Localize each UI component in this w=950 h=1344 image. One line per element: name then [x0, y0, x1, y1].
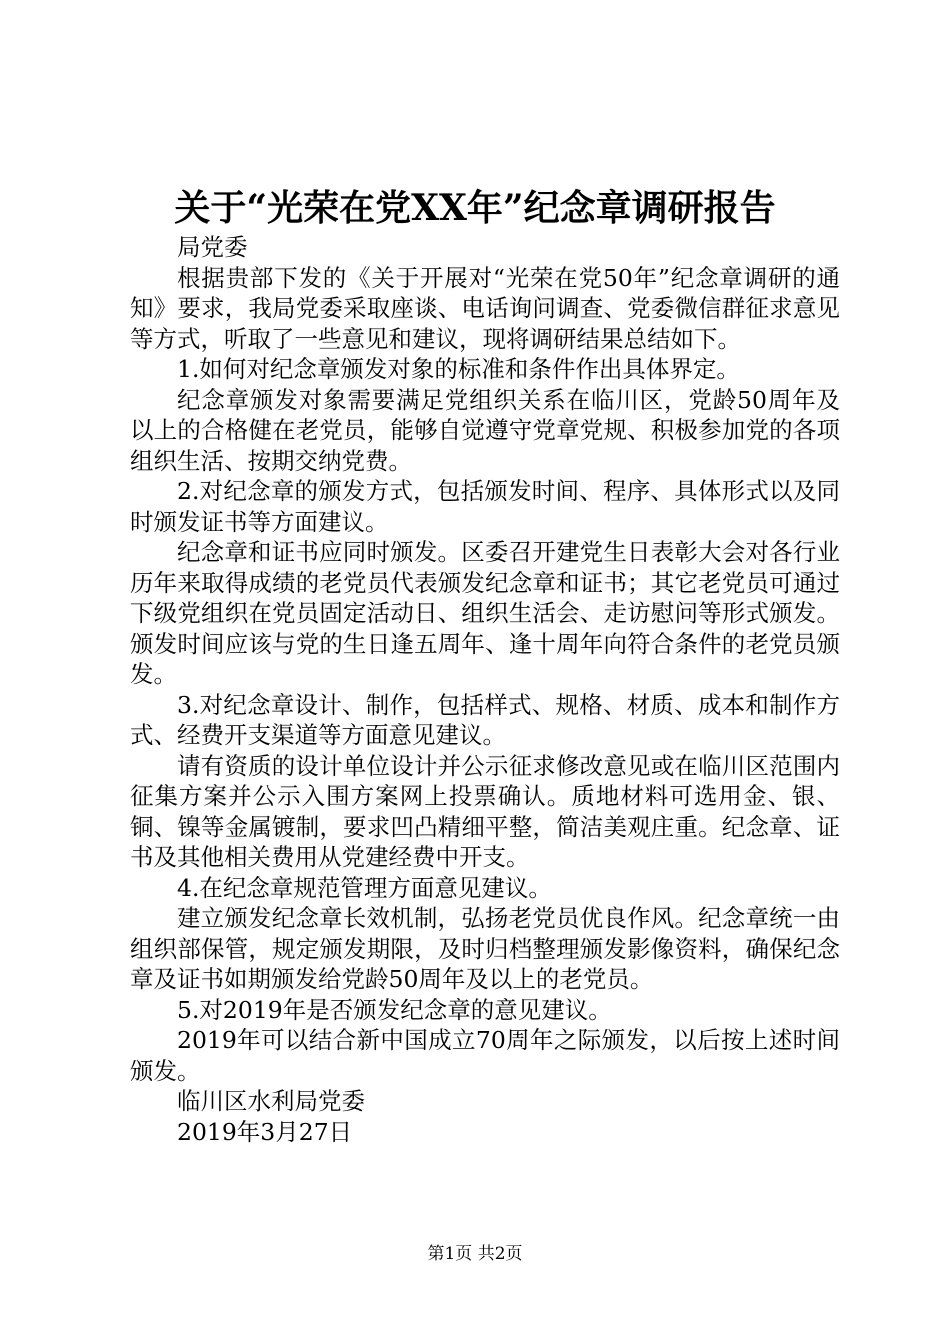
question-5: 5.对2019年是否颁发纪念章的意见建议。 — [177, 995, 612, 1024]
document-title: 关于“光荣在党XX年”纪念章调研报告 — [174, 187, 776, 229]
signature-organization: 临川区水利局党委 — [177, 1087, 365, 1115]
question-4: 4.在纪念章规范管理方面意见建议。 — [177, 873, 552, 902]
page-indicator: 第1页 共2页 — [427, 1244, 523, 1264]
answer-2: 纪念章和证书应同时颁发。区委召开建党生日表彰大会对各行业历年来取得成绩的老党员代表颁发纪念章和证书；其它老党员可通过下级党组织在党员固定活动日、组织生活会、走访慰问等形式颁发。颁发时间应该与党的生日逢五周年、逢十周年向符合条件的老党员颁发。 — [130, 538, 840, 688]
answer-1: 纪念章颁发对象需要满足党组织关系在临川区，党龄50周年及以上的合格健在老党员，能够自觉遵守党章党规、积极参加党的各项组织生活、按期交纳党费。 — [130, 385, 840, 475]
answer-3: 请有资质的设计单位设计并公示征求修改意见或在临川区范围内征集方案并公示入围方案网上投票确认。质地材料可选用金、银、铜、镍等金属镀制，要求凹凸精细平整，简洁美观庄重。纪念章、证书及其他相关费用从党建经费中开支。 — [130, 751, 840, 871]
signature-date: 2019年3月27日 — [177, 1117, 353, 1146]
question-1: 1.如何对纪念章颁发对象的标准和条件作出具体界定。 — [177, 355, 740, 383]
question-2: 2.对纪念章的颁发方式，包括颁发时间、程序、具体形式以及同时颁发证书等方面建议。 — [130, 477, 840, 536]
answer-4: 建立颁发纪念章长效机制，弘扬老党员优良作风。纪念章统一由组织部保管，规定颁发期限，及时归档整理颁发影像资料，确保纪念章及证书如期颁发给党龄50周年及以上的老党员。 — [130, 904, 840, 993]
answer-5: 2019年可以结合新中国成立70周年之际颁发，以后按上述时间颁发。 — [130, 1026, 840, 1085]
addressee-line: 局党委 — [177, 233, 248, 261]
question-3: 3.对纪念章设计、制作，包括样式、规格、材质、成本和制作方式、经费开支渠道等方面意见建议。 — [130, 690, 840, 749]
document-body — [130, 232, 840, 1147]
intro-paragraph: 根据贵部下发的《关于开展对“光荣在党50年”纪念章调研的通知》要求，我局党委采取座谈、电话询问调查、党委微信群征求意见等方式，听取了一些意见和建议，现将调研结果总结如下。 — [130, 263, 840, 353]
